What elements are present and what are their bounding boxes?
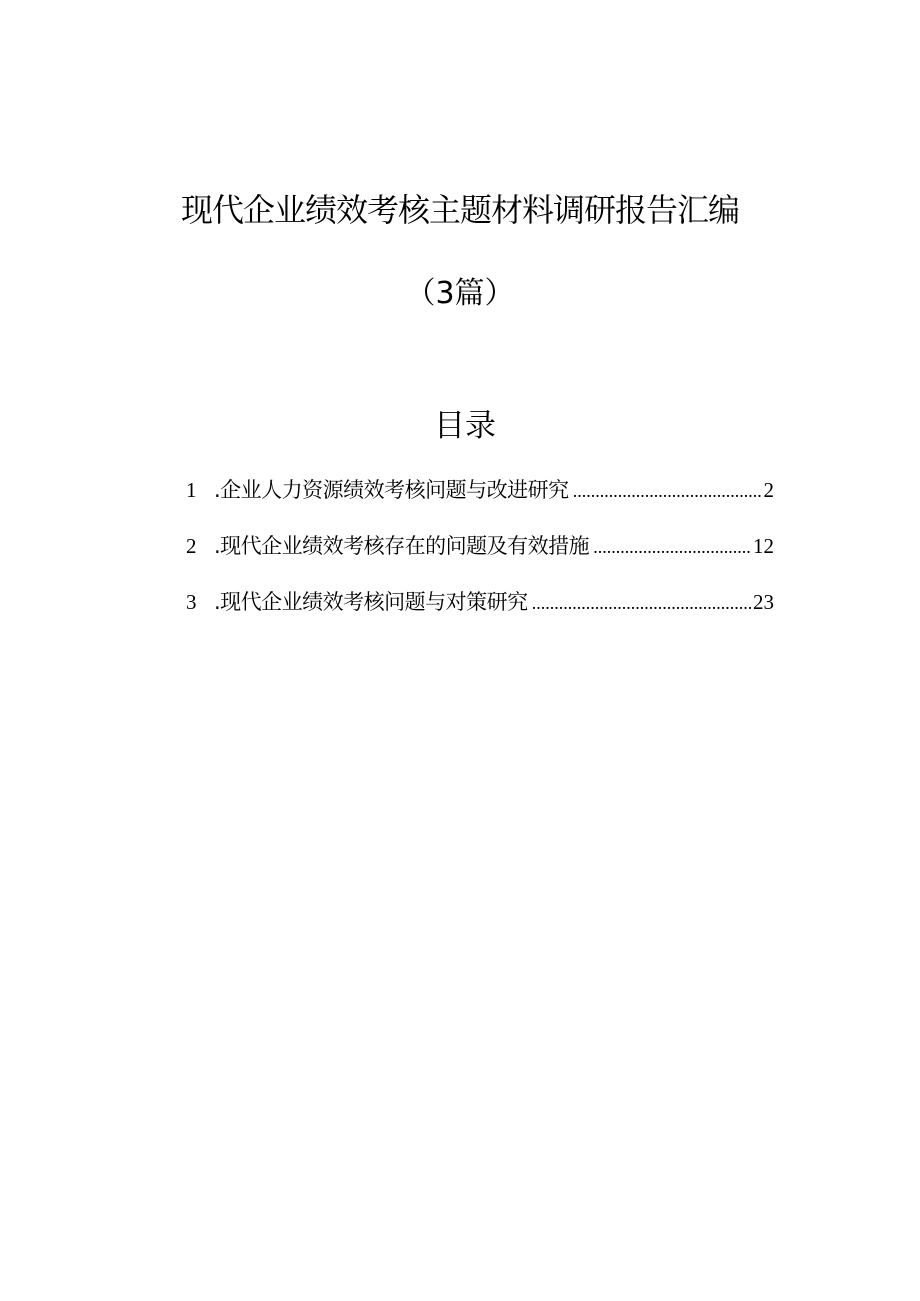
table-of-contents bbox=[186, 476, 774, 644]
toc-heading: 目录 bbox=[434, 408, 496, 444]
toc-entry-number: 3 bbox=[186, 590, 197, 614]
toc-entry-page: 2 bbox=[763, 478, 774, 502]
toc-entry[interactable] bbox=[186, 532, 774, 560]
toc-entry[interactable] bbox=[186, 476, 774, 504]
toc-entry-page: 12 bbox=[753, 534, 774, 558]
toc-entry-page: 23 bbox=[753, 590, 774, 614]
toc-entry-number: 1 bbox=[186, 478, 197, 502]
document-subtitle: （3篇） bbox=[405, 276, 515, 311]
toc-dot-leader bbox=[573, 477, 762, 505]
toc-dot-leader bbox=[532, 589, 751, 617]
toc-entry-title: .现代企业绩效考核问题与对策研究 bbox=[214, 590, 528, 614]
toc-entry-title: .现代企业绩效考核存在的问题及有效措施 bbox=[214, 534, 590, 558]
toc-entry[interactable] bbox=[186, 588, 774, 616]
toc-entry-number: 2 bbox=[186, 534, 197, 558]
toc-entry-title: .企业人力资源绩效考核问题与改进研究 bbox=[214, 478, 569, 502]
document-title: 现代企业绩效考核主题材料调研报告汇编 bbox=[180, 191, 739, 229]
toc-dot-leader bbox=[593, 533, 751, 561]
